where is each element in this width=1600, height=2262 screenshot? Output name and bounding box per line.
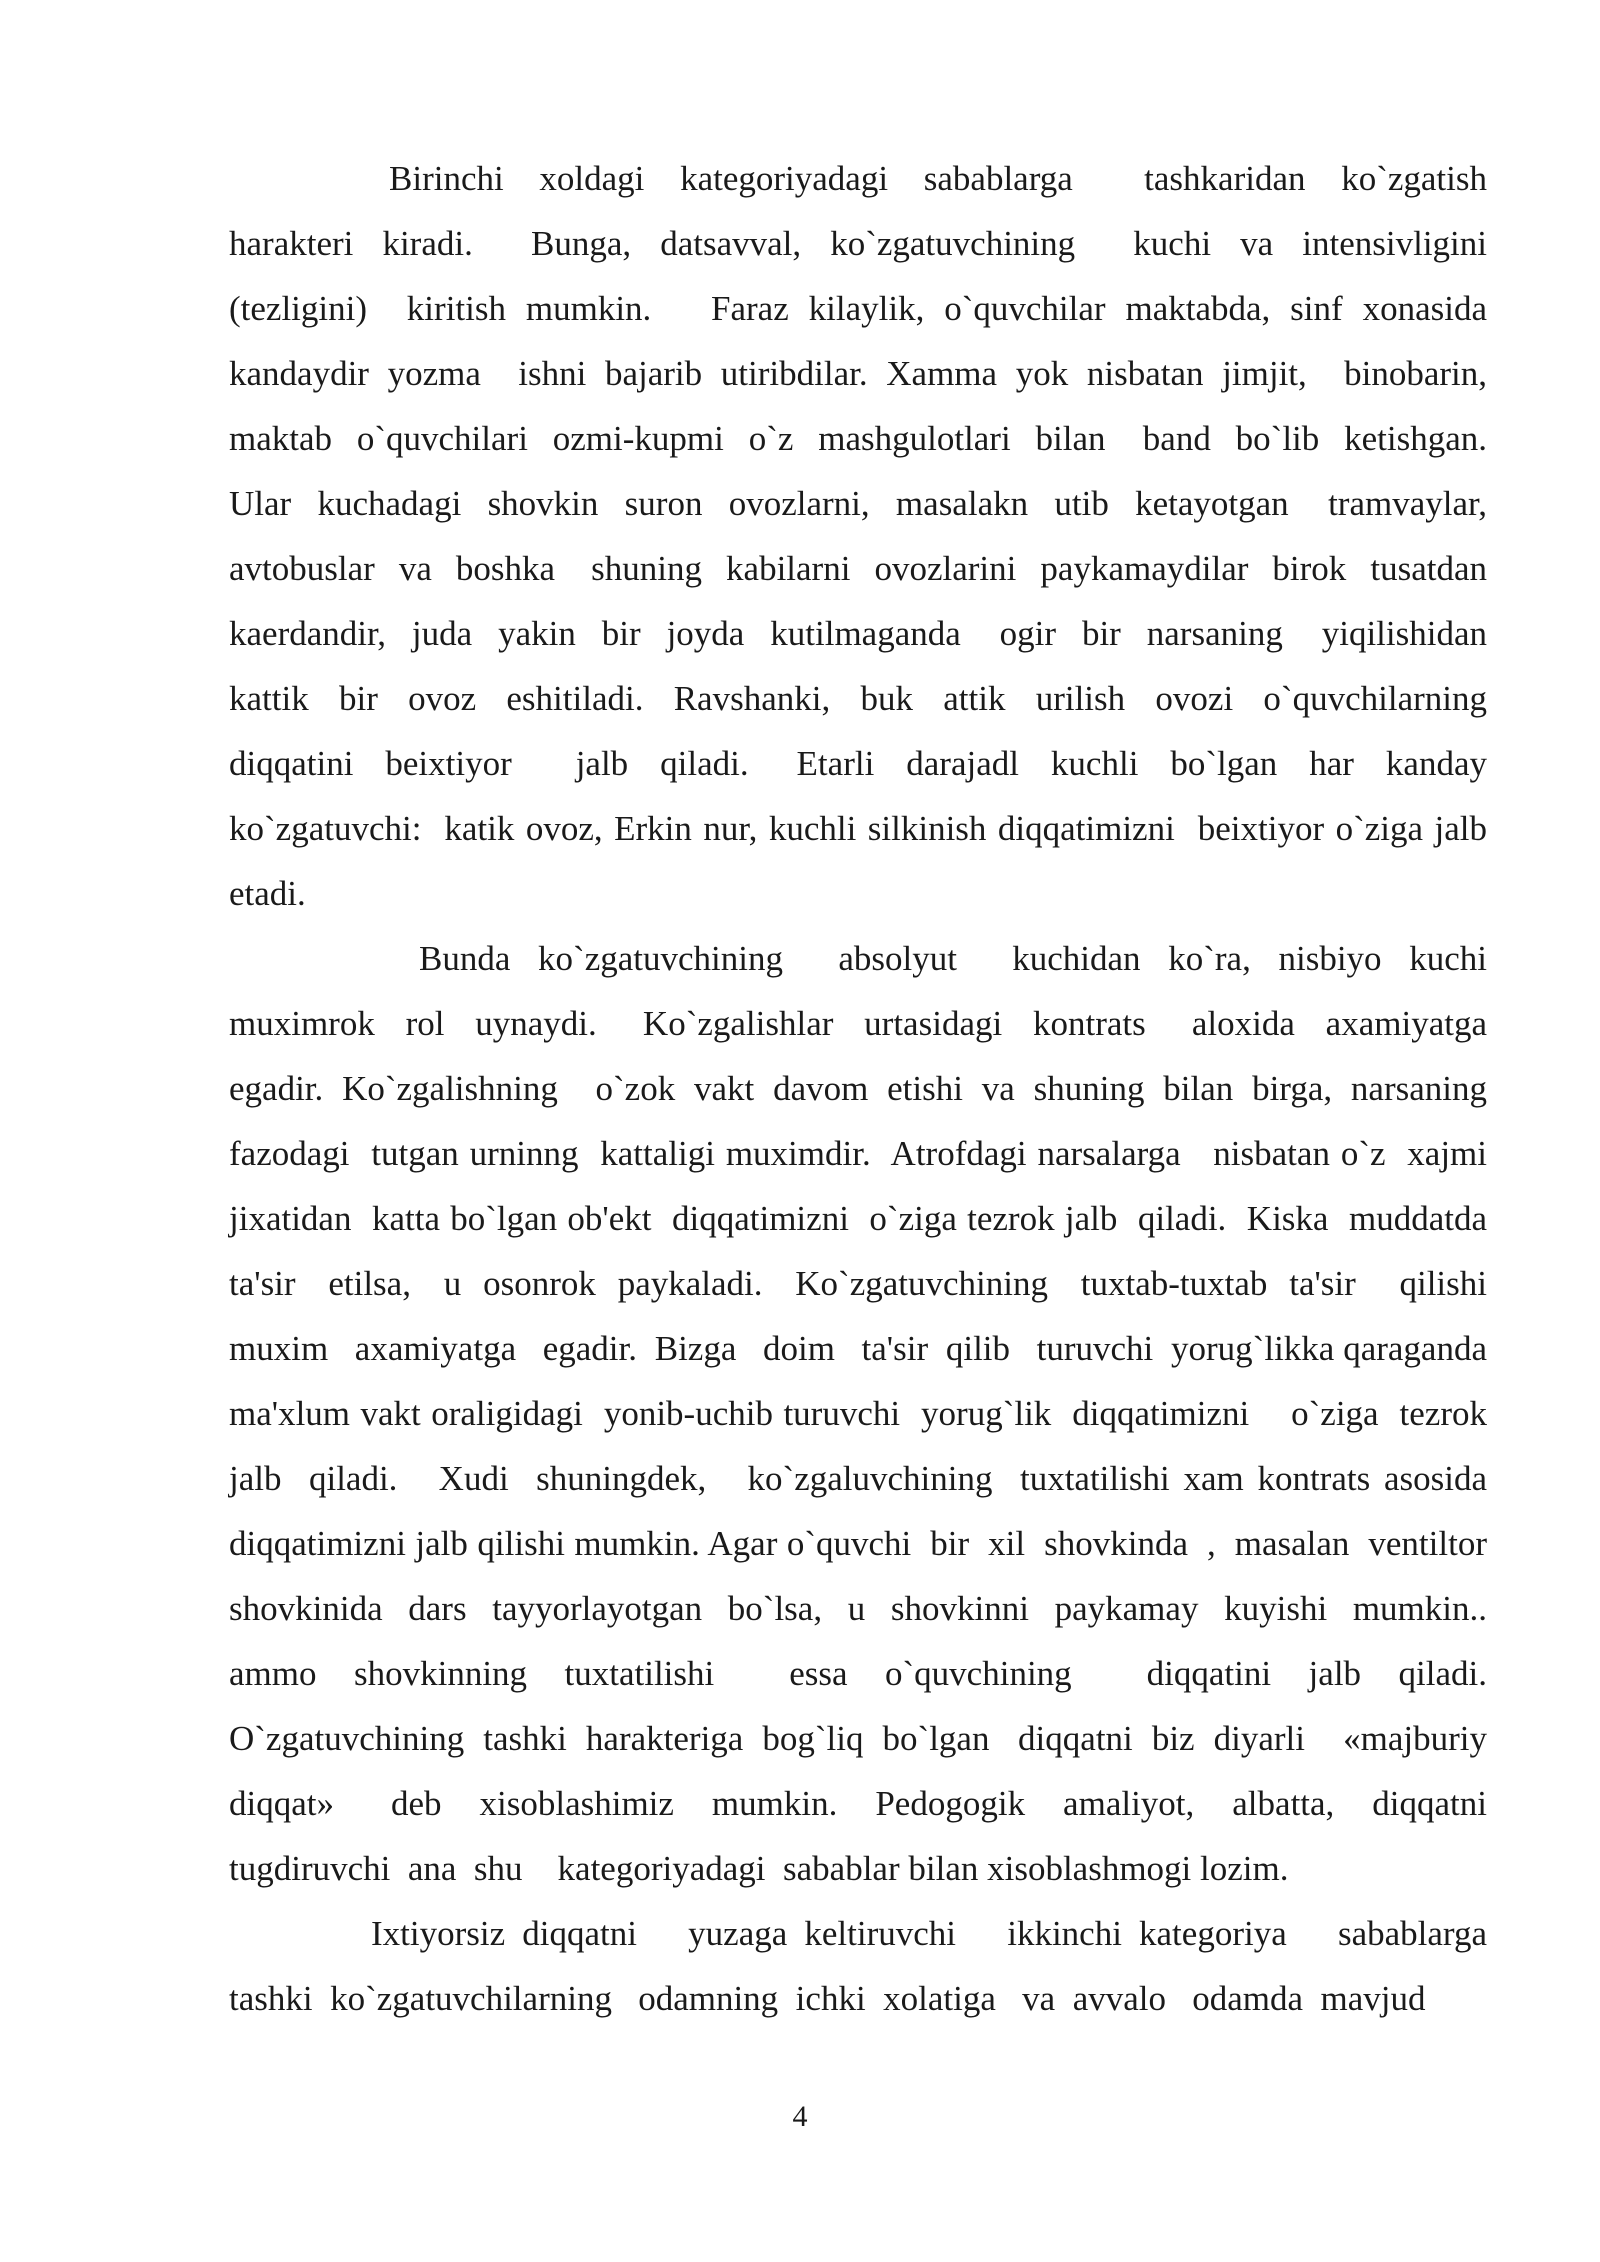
page-number: 4 xyxy=(792,2100,808,2133)
paragraph-1: Birinchi xoldagi kategoriyadagi sabablarga tashkaridan ko`zgatish harakteri kiradi. Bunga, datsavval, ko`zgatuvchining kuchi va intensivligini (tezligini) kiritish mumkin. Faraz kilaylik, o`quvchilar maktabda, sinf xonasida kandaydir yozma ishni bajarib utiribdilar. Xamma yok nisbatan jimjit, binobarin, maktab o`quvchilari ozmi-kupmi o`z mashgulotlari bilan band bo`lib ketishgan. Ular kuchadagi shovkin suron ovozlarni, masalakn utib ketayotgan tramvaylar, avtobuslar va boshka shuning kabilarni ovozlarini paykamaydilar birok tusatdan kaerdandir, juda yakin bir joyda kutilmaganda ogir bir narsaning yiqilishidan kattik bir ovoz eshitiladi. Ravshanki, buk attik urilish ovozi o`quvchilarning diqqatini beixtiyor jalb qiladi. Etarli darajadl kuchli bo`lgan har kanday ko`zgatuvchi: katik ovoz, Erkin nur, kuchli silkinish diqqatimizni beixtiyor o`ziga jalb etadi. xyxy=(229,159,1505,913)
paragraph-2: Bunda ko`zgatuvchining absolyut kuchidan ko`ra, nisbiyo kuchi muximrok rol uynaydi. Ko`zgalishlar urtasidagi kontrats aloxida axamiyatga egadir. Ko`zgalishning o`zok vakt davom etishi va shuning bilan birga, narsaning fazodagi tutgan urninng kattaligi muximdir. Atrofdagi narsalarga nisbatan o`z xajmi jixatidan katta bo`lgan ob'ekt diqqatimizni o`ziga tezrok jalb qiladi. Kiska muddatda ta'sir etilsa, u osonrok paykaladi. Ko`zgatuvchining tuxtab-tuxtab ta'sir qilishi muxim axamiyatga egadir. Bizga doim ta'sir qilib turuvchi yorug`likka qaraganda ma'xlum vakt oraligidagi yonib-uchib turuvchi yorug`lik diqqatimizni o`ziga tezrok jalb qiladi. Xudi shuningdek, ko`zgaluvchining tuxtatilishi xam kontrats asosida diqqatimizni jalb qilishi mumkin. Agar o`quvchi bir xil shovkinda , masalan ventiltor shovkinida dars tayyorlayotgan bo`lsa, u shovkinni paykamay kuyishi mumkin.. ammo shovkinning tuxtatilishi essa o`quvchining diqqatini jalb qiladi. O`zgatuvchining tashki harakteriga bog`liq bo`lgan diqqatni biz diyarli «majburiy diqqat» deb xisoblashimiz mumkin. Pedogogik amaliyot, albatta, diqqatni tugdiruvchi ana shu kategoriyadagi sabablar bilan xisoblashmogi lozim. xyxy=(229,939,1522,1888)
paragraph-3: Ixtiyorsiz diqqatni yuzaga keltiruvchi ikkinchi kategoriya sabablarga tashki ko`zgatuvchilarning odamning ichki xolatiga va avvalo odamda mavjud xyxy=(229,1914,1505,2018)
body-text xyxy=(229,146,1522,2031)
